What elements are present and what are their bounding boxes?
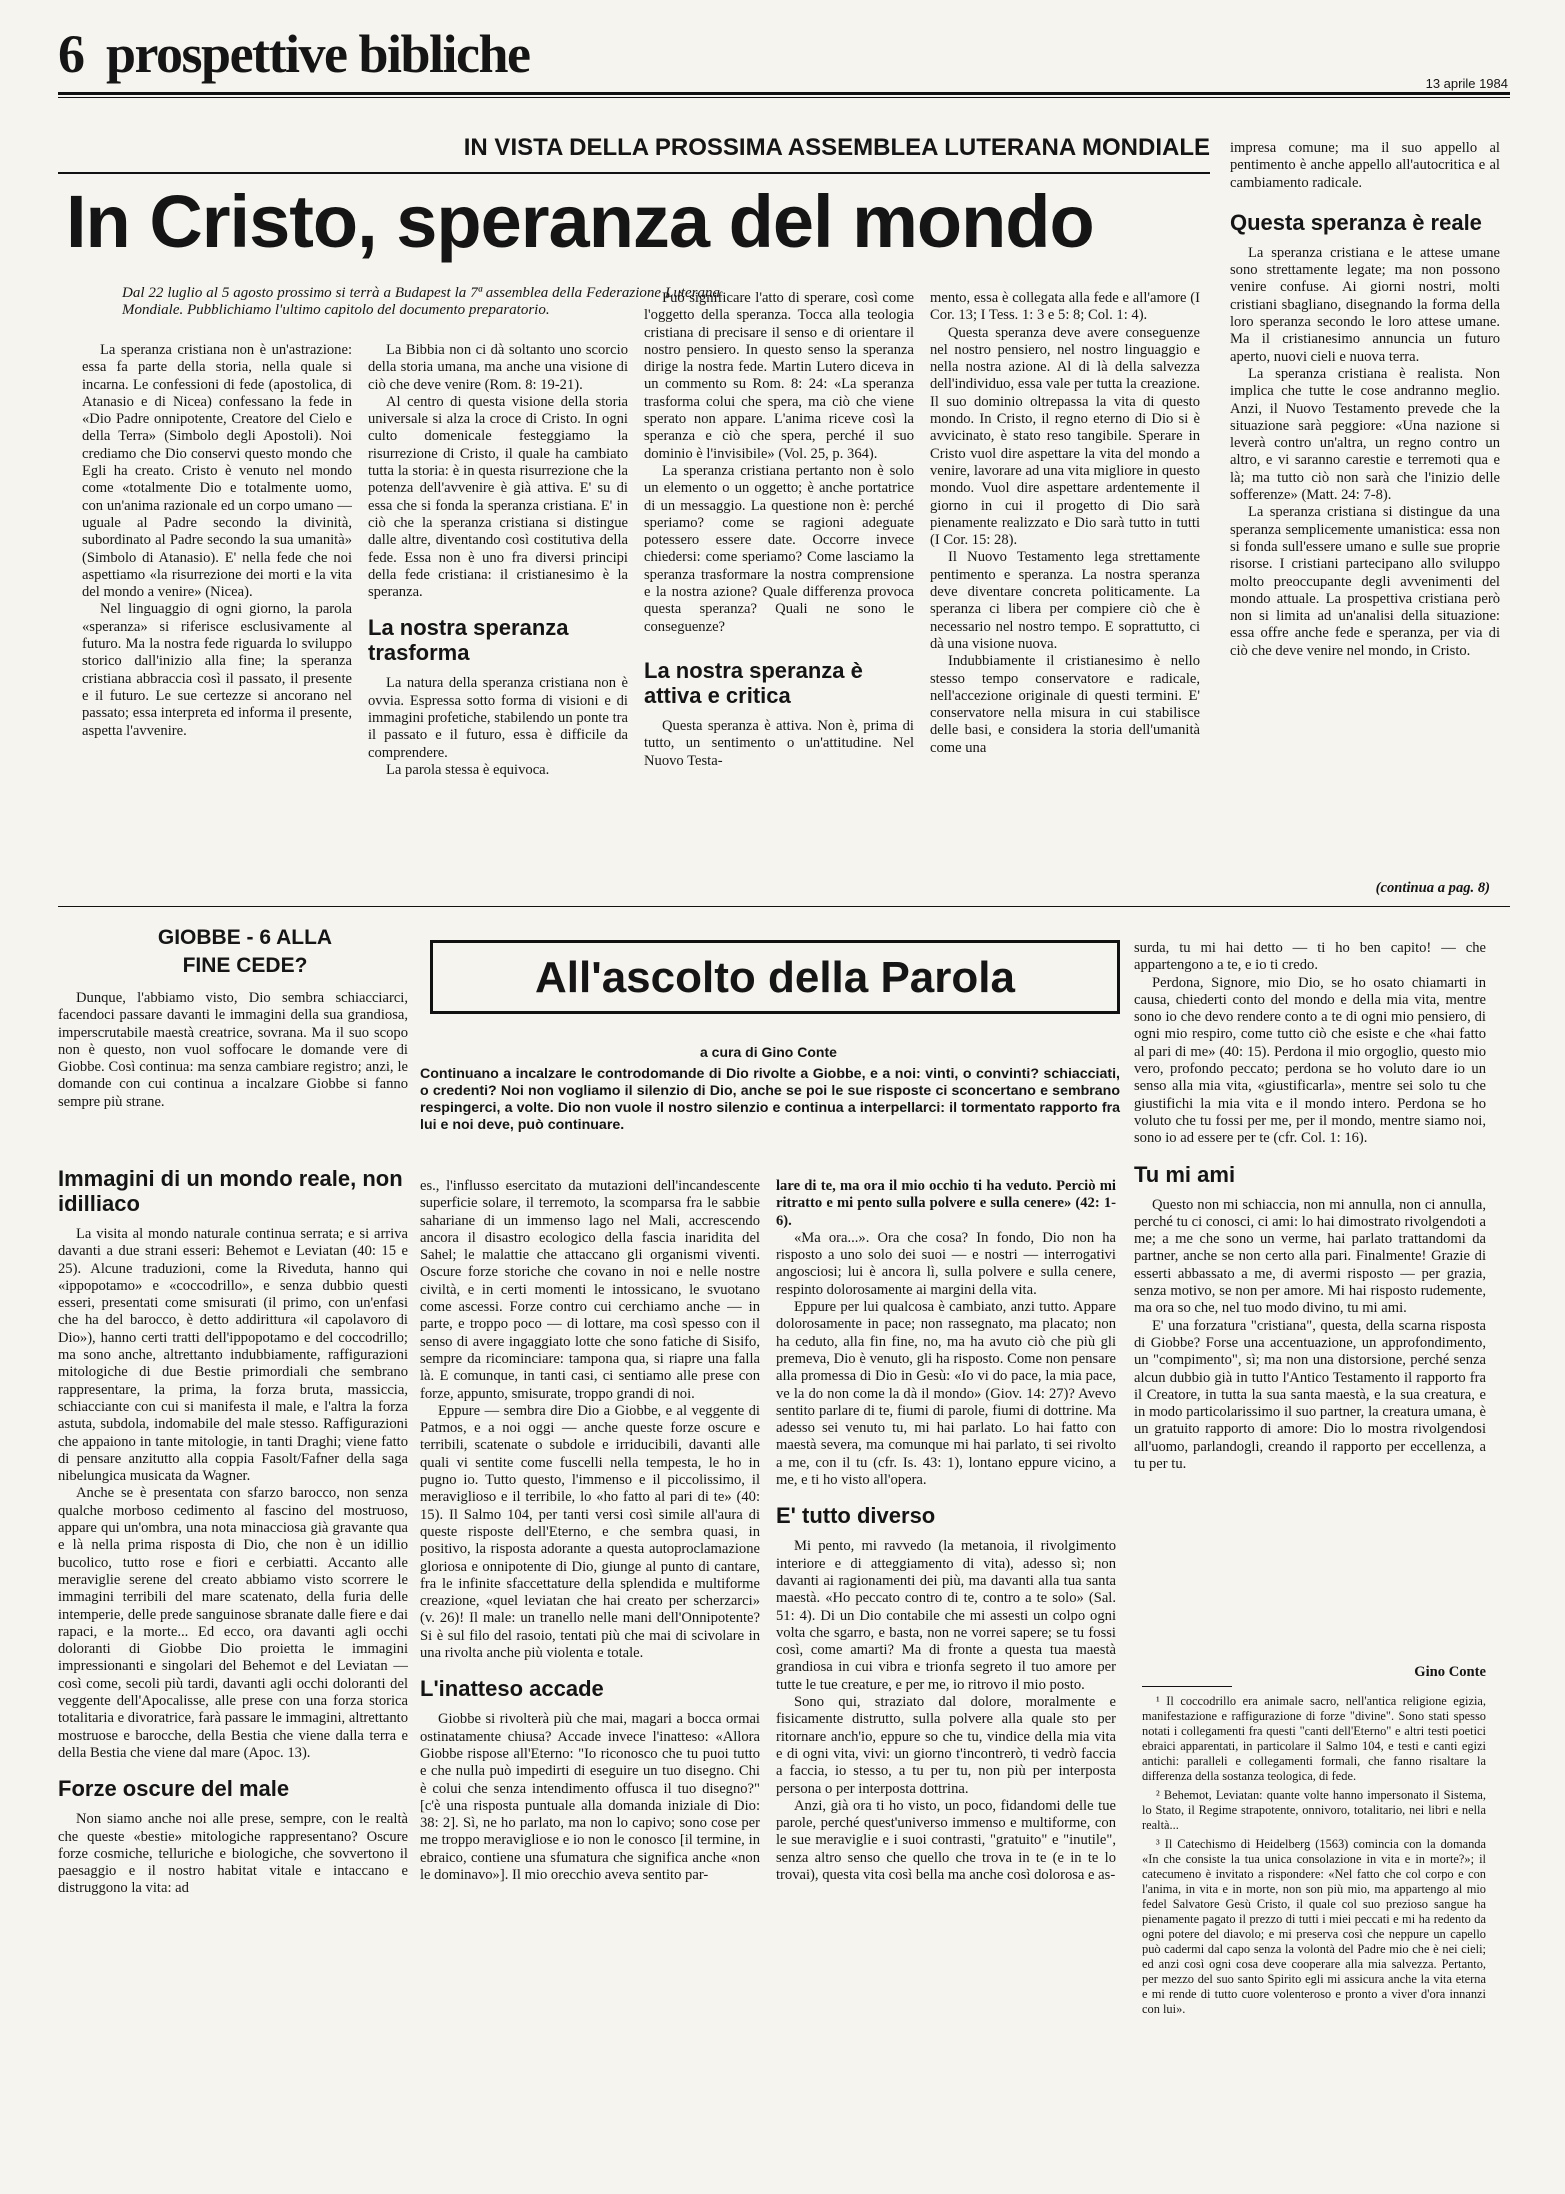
a1-col2 <box>368 342 628 892</box>
paragraph: Anche se è presentata con sfarzo barocco, non senza qualche morboso cedimento al fascino del mostruoso, appare qui un'ombra, una nota minacciosa già gravante qua e là nella prima risposta di Dio, che non è un idillio bucolico, tutto rose e fiori e cerbiatti. Accanto alle meraviglie serene del creato abbiamo visto scorrere le immagini terribili del mare scatenato, della furia delle intemperie, delle prede sanguinose sbranate dalle fiere e dai rapaci, e la morte... Ed ecco, ora davanti agli occhi doloranti di Giobbe Dio proietta le immagini impressionanti e singolari del Behemot e del Leviatan — così come, secoli più tardi, davanti agli occhi doloranti del veggente dell'Apocalisse, alle prese con una forza storica totalitaria e divoratrice, farà passare le immagini, altrettanto mostruose e barocche, della Bestia che viene dalla terra e della Bestia che viene dal mare (Apoc. 13). <box>58 1485 408 1761</box>
subheading: La nostra speranza è attiva e critica <box>644 657 863 708</box>
paragraph: Indubbiamente il cristianesimo è nello stesso tempo conservatore e radicale, nell'accezione originale di questi termini. E' conservatore nella misura in cui stabilisce delle basi, e considera la storia dell'umanità come una <box>930 653 1200 756</box>
a2-colA <box>58 1166 408 2176</box>
subheading: Tu mi ami <box>1134 1161 1236 1187</box>
paragraph: Può significare l'atto di sperare, così come l'oggetto della speranza. Tocca alla teologia cristiana di precisare il senso e di orientare il nostro pensiero. In questo senso la speranza dirige la nostra fede. Martin Lutero diceva in un commento su Rom. 8: 24: «La speranza trasforma colui che spera, ma ciò che viene sperato non appare. L'anima riceve così la speranza e ciò che spera, perché il suo dominio è l'invisibile» (Vol. 25, p. 364). <box>644 290 914 462</box>
a1-col5 <box>1230 140 1500 880</box>
subheading: E' tutto diverso <box>776 1503 936 1529</box>
paragraph: Non siamo anche noi alle prese, sempre, con le realtà che queste «bestie» mitologiche rappresentano? Oscure forze cosmiche, telluriche e biologiche, che sovvertono il paesaggio e il nostro habitat vitale e intaccano e distruggono la vita: ad <box>58 1811 408 1897</box>
paragraph: La speranza cristiana e le attese umane sono strettamente legate; ma non possono venire confuse. Ai giorni nostri, molti cristiani sbagliano, disegnando la forma della loro speranza secondo le loro attese umane. Ma il cristianesimo annuncia un futuro aperto, nuovi cieli e nuova terra. <box>1230 244 1500 365</box>
paragraph: surda, tu mi hai detto — ti ho ben capito! — che appartengono a te, e io ti credo. <box>1134 940 1486 974</box>
masthead-rule-thin <box>58 97 1510 98</box>
intro: Dal 22 luglio al 5 agosto prossimo si terrà a Budapest la 7ª assemblea della Federazione Luterana Mondiale. Pubblichiamo l'ultimo capitolo del documento preparatorio. <box>122 285 720 318</box>
paragraph: La speranza cristiana è realista. Non implica che tutte le cose andranno meglio. Anzi, il Nuovo Testamento prevede che la situazione sarà peggiore: «Una nazione si leverà contro un'altra, un regno contro un altro, e vi saranno carestie e terremoti qua e là; ma tutto ciò non sarà che l'inizio delle sofferenze» (Matt. 24: 7-8). <box>1230 365 1500 504</box>
byline: a cura di Gino Conte <box>700 1044 837 1060</box>
paragraph: Giobbe si rivolterà più che mai, magari a bocca ormai ostinatamente chiusa? Accade invece l'inatteso: «Allora Giobbe rispose all'Eterno: "Io riconosco che tu puoi tutto e che nulla può impedirti di eseguire un tuo disegno. Chi è colui che senza intendimento offusca il tuo disegno?" [c'è una risposta puntuale alla domanda iniziale di Dio: 38: 2]. Sì, ne ho parlato, ma non lo capivo; sono cose per me troppo meravigliose e io non le conosco [il termine, in ebraico, contiene una sfumatura che significa anche «non le dominavo»]. Il mio orecchio aveva sentito par- <box>420 1711 760 1883</box>
continued-link[interactable]: (continua a pag. 8) <box>1375 880 1490 896</box>
paragraph: La speranza cristiana si distingue da una speranza semplicemente umanistica: essa non si fonda sull'essere umano e sulle sue proprie risorse. I cristiani partecipano allo sviluppo molto preoccupante degli avvenimenti del mondo attuale. La prospettiva cristiana però non si limita ad un'analisi della situazione: essa offre anche fede e speranza, per via di ciò che deve venire nel mondo, in Cristo. <box>1230 504 1500 659</box>
paragraph: La parola stessa è equivoca. <box>386 761 550 778</box>
footnotes <box>1142 1694 1486 2174</box>
kicker-rule <box>58 172 1210 174</box>
a2-colD <box>1134 940 1486 1674</box>
paragraph: Nel linguaggio di ogni giorno, la parola «speranza» si riferisce esclusivamente al futuro. Ma la nostra fede riguarda lo sviluppo storico dall'inizio alla fine; la speranza cristiana abbraccia così il passato, il presente e il futuro. Le sue certezze si ancorano nel passato; essa interpreta ed informa il presente, aspetta l'avvenire. <box>82 601 352 739</box>
masthead <box>58 22 1508 92</box>
a2-colC <box>776 1178 1116 2178</box>
paragraph: Questo non mi schiaccia, non mi annulla, non ci annulla, perché tu ci conosci, ci ami: lo hai dimostrato rivolgendoti a me; a me che sono un verme, hai parlato trattandomi da partner, anche se non certo alla pari. Finalmente! Grazie di esserti abbassato a me, di avermi risposto — per grazia, senza motivo, se non per amore. Mi hai risposto rudemente, ma ora so che, nel tuo modo divino, tu mi ami. <box>1134 1196 1486 1317</box>
paragraph: Al centro di questa visione della storia universale si alza la croce di Cristo. In ogni culto domenicale festeggiamo la risurrezione di Cristo, il quale ha cambiato tutta la storia: è in questa risurrezione che la potenza dell'avvenire è già attiva. E' su di essa che si fonda la speranza cristiana. E' in ciò che la speranza cristiana si distingue dalle altre, diventando così costitutiva della fede. Essa non è uno fra diversi principi della fede cristiana: il cristianesimo è la speranza. <box>368 393 628 601</box>
footnote-rule <box>1142 1686 1232 1687</box>
paragraph: «Ma ora...». Ora che cosa? In fondo, Dio non ha risposto a uno solo dei suoi — e nostri — interrogativi angosciosi; lui è ancora lì, sulla polvere e sulla cenere, respinto dolorosamente ai margini della vita. <box>776 1229 1116 1298</box>
subheading: Immagini di un mondo reale, non idilliaco <box>58 1166 403 1216</box>
a1-col3 <box>644 290 914 890</box>
paragraph: Questa speranza è attiva. Non è, prima di tutto, un sentimento o un'attitudine. Nel Nuovo Testa- <box>644 717 914 769</box>
subheading: Forze oscure del male <box>58 1776 290 1802</box>
paragraph: Mi pento, mi ravvedo (la metanoia, il rivolgimento interiore e di atteggiamento di vita), adesso sì; non davanti ai ragionamenti dei più, ma davanti alla tua santa maestà. «Ho peccato contro di te, contro a te solo» (Sal. 51: 4). Di un Dio contabile che mi assesti un colpo ogni volta che sgarro, e basta, non ne vorrei sapere; se tu fossi così, come amarti? Ma di fronte a questa tua maestà grandiosa in cui vibra e trionfa segreto il tuo amore per tutte le tue creature, e per me, io ritrovo il mio posto. <box>776 1538 1116 1693</box>
a1-col4 <box>930 290 1200 890</box>
a2-colB <box>420 1178 760 2178</box>
paragraph: Dunque, l'abbiamo visto, Dio sembra schiacciarci, facendoci passare davanti le immagini della sua grandiosa, imperscrutabile maestà creatrice, sovrana. Ma il suo scopo non è questo, non vuol soffocare le domande vere di Giobbe. Così continua: ma senza cambiare registro; anzi, le domande con cui continua a incalzare Giobbe si fanno sempre più strane. <box>58 990 408 1110</box>
paragraph: Perdona, Signore, mio Dio, se ho osato chiamarti in causa, chiederti conto del mondo e della mia vita, mentre sono io che devo rendere conto a te di ogni mio pensiero, di ogni mio respiro, come tutto ciò che esiste e che «hai fatto al pari di me» (40: 15). Perdona il mio orgoglio, questo mio vero, profondo peccato; perdona se ho voluto dare io un senso alla mia vita, «giustificarla», mentre sei solo tu che giustifichi la mia vita e il mondo intero. Perdona se ho voluto che tu fossi per me, per il mondo, mentre siamo noi, sono io ad essere per te (cfr. Col. 1: 16). <box>1134 974 1486 1147</box>
masthead-rule <box>58 92 1510 95</box>
issue-date: 13 aprile 1984 <box>1425 76 1508 91</box>
subheading: L'inatteso accade <box>420 1676 604 1702</box>
paragraph: Eppure — sembra dire Dio a Giobbe, e al veggente di Patmos, e a noi oggi — anche queste forze oscure e terribili, scatenate o subdole e irriducibili, davanti alle quali vi sentite come fuscelli nella tempesta, le ho in pugno io. Tutto questo, l'immenso e il piccolissimo, il meraviglioso e il terribile, lo «ho fatto al pari di te» (40: 15). Il Salmo 104, per tanti versi così simile all'aura di queste risposte dell'Eterno, e che sembra quasi, in positivo, la risposta adorante a questa autoproclamazione gloriosa e onnipotente di Dio, giunge al punto di cantare, fra le infinite sfaccettature della splendida e multiforme creazione, «quel leviatan che hai creato per scherzarci» (v. 26)! Il male: un tranello nelle mani dell'Onnipotente? Si è sul filo del rasoio, tentati più che mai di scivolare in una rivolta anche più violenta e totale. <box>420 1402 760 1662</box>
signature: Gino Conte <box>1414 1664 1486 1680</box>
paragraph: La speranza cristiana non è un'astrazione: essa fa parte della storia, nella quale si incarna. Le confessioni di fede (apostolica, di Atanasio e di Nicea) confessano la fede in «Dio Padre onnipotente, Creatore del Cielo e della Terra» (Simbolo degli Apostoli). Noi crediamo che Dio conservi questo mondo che Egli ha creato. Cristo è venuto nel mondo come «totalmente Dio e totalmente uomo, con un'anima razionale ed un corpo umano — uguale al Padre secondo la divinità, subordinato al Padre secondo la sua umanità» (Simbolo di Atanasio). E' nella fede che noi aspettiamo «la risurrezione dei morti e la vita del mondo a venire» (Nicea). <box>82 342 352 601</box>
paragraph: Sono qui, straziato dal dolore, moralmente e fisicamente distrutto, sulla polvere alla quale sto per ritornare anch'io, eppure so che tu, vindice della mia vita e di ogni vita, vivi: un giorno t'incontrerò, ti vedrò faccia a faccia, io stesso, a tu per tu, non più per interposta persona o per interposta dottrina. <box>776 1694 1116 1797</box>
subheading: La nostra speranza trasforma <box>368 615 569 666</box>
paragraph: Questa speranza deve avere conseguenze nel nostro pensiero, nel nostro linguaggio e nella nostra azione. Al di là della salvezza dell'individuo, essa vale per tutta la creazione. Il suo dominio oltrepassa la vita di questo mondo. In Cristo, il regno eterno di Dio si è avvicinato, è stato reso tangibile. Sperare in Cristo vuol dire aspettare la vita del mondo a venire, lavorare ad una vita migliore in questo mondo. Vuol dire aspettare ardentemente il giorno in cui il progetto di Dio sarà pienamente realizzato e Dio sarà tutto in tutti (I Cor. 15: 28). <box>930 324 1200 549</box>
paragraph: lare di te, ma ora il mio occhio ti ha veduto. Perciò mi ritratto e mi pento sulla polvere e sulla cenere» (42: 1-6). <box>776 1178 1116 1229</box>
paragraph: mento, essa è collegata alla fede e all'amore (I Cor. 13; I Tess. 1: 3 e 5: 8; Col. 1: 4). <box>930 290 1200 324</box>
column-title: All'ascolto della Parola <box>535 953 1015 1002</box>
paragraph: La visita al mondo naturale continua serrata; e si arriva davanti a due strani esseri: Behemot e Leviatan (40: 15 e 25). Alcune traduzioni, come la Riveduta, hanno qui «ippopotamo» e «coccodrillo», e senza dubbio questi esseri, presentati come smisurati (il primo, con un'enfasi che ha del barocco, è detto addirittura «il capolavoro di Dio»), hanno certi tratti dell'ippopotamo e del coccodrillo; ma sono anche, altrettanto indubbiamente, raffigurazioni mitologiche di due Bestie primordiali che sembrano rappresentare, la prima, la forza bruta, massiccia, schiacciante con cui si manifesta il male, e l'altra la forza astuta, subdola, indomabile del male stesso. Raffigurazioni che appaiono in tante mitologie, in tanti Draghi; viene fatto di pensare anzitutto alla coppia Fasolt/Fafner della saga nibelungica musicata da Wagner. <box>58 1226 408 1485</box>
subheading: Questa speranza è reale <box>1230 209 1482 235</box>
paragraph: La natura della speranza cristiana non è ovvia. Espressa sotto forma di visioni e di immagini profetiche, stabilendo un ponte tra il passato e il futuro, essa è difficile da comprendere. <box>368 675 628 761</box>
headline: In Cristo, speranza del mondo <box>66 180 1094 263</box>
paragraph: Il Nuovo Testamento lega strettamente pentimento e speranza. La nostra speranza deve diventare concreta politicamente. La speranza ci libera per compiere ciò che è necessario nel nostro tempo. E soprattutto, ci dà una visione nuova. <box>930 549 1200 652</box>
paragraph: es., l'influsso esercitato da mutazioni dell'incandescente superficie solare, il terremoto, la scomparsa fra le sabbie sahariane di un immenso lago nel Mali, accrescendo ancora il disastro ecologico della fascia inaridita del Sahel; le malattie che attaccano gli organismi viventi. Oscure forze storiche che covano in noi e nelle nostre civiltà, e in certi momenti le intossicano, le svuotano come ascessi. Forze contro cui cerchiamo anche — in parte, e troppo poco — di lottare, ma così spesso con il senso di avere ingaggiato lotte che sono fatiche di Sisifo, sempre da ricominciare: tampona qua, si riapre una falla là. E comunque, in tanti casi, ci sentiamo alle prese con forze, appunto, smisurate, troppo grandi di noi. <box>420 1178 760 1402</box>
footnote: ² Behemot, Leviatan: quante volte hanno impersonato il Sistema, lo Stato, il Regime strapotente, onnivoro, totalitario, nei libri e nella realtà... <box>1142 1788 1486 1832</box>
paragraph: E' una forzatura "cristiana", questa, della scarna risposta di Giobbe? Forse una accentuazione, un approfondimento, un "compimento", sì; ma non una distorsione, perché senza alcun dubbio già in tutto l'Antico Testamento il rapporto fra il Creatore, in tutta la sua santa maestà, e la sua creatura, e in modo particolarissimo il suo partner, la creatura umana, è un gratuito rapporto di amore: Dio lo mostra rivolgendosi all'uomo, parlandogli, creando il rapporto per eccellenza, a tu per tu. <box>1134 1317 1486 1473</box>
paragraph: Anzi, già ora ti ho visto, un poco, fidandomi delle tue parole, perché quest'universo immenso e multiforme, con le sue meraviglie e i suoi contrasti, "gratuito" e "inutile", senza altro senso che quello che trova in te (e in te lo trovai), questa vita così bella ma anche così dolorosa e as- <box>776 1797 1116 1883</box>
article-kicker: IN VISTA DELLA PROSSIMA ASSEMBLEA LUTERANA MONDIALE <box>463 134 1210 161</box>
footnote: ¹ Il coccodrillo era animale sacro, nell'antica religione egizia, manifestazione e raffigurazione di forze "divine". Sono stati spesso notati i collegamenti fra questi "canti dell'Eterno" e altri testi poetici ebraici apparentati, in particolare il Salmo 104, e testi e canti egizi antichi: paralleli e collegamenti formali, che fanno risaltare la differenza della sostanza teologica, di fede. <box>1142 1694 1486 1783</box>
page-number: 6 <box>58 24 85 84</box>
paragraph: La speranza cristiana pertanto non è solo un elemento o un oggetto; è anche portatrice di un messaggio. La questione non è: perché speriamo? come se ragioni adeguate potessero essere date. Occorre invece chiedersi: come speriamo? Come lasciamo la speranza trasformare la nostra comprensione e la nostra azione? Quale differenza provoca questa speranza? Quali ne sono le conseguenze? <box>644 462 914 635</box>
paragraph: impresa comune; ma il suo appello al pentimento è anche appello all'autocritica e al cambiamento radicale. <box>1230 140 1500 191</box>
paragraph: La Bibbia non ci dà soltanto uno scorcio della storia umana, ma anche una visione di ciò che deve venire (Rom. 8: 19-21). <box>368 342 628 393</box>
masthead-title: prospettive bibliche <box>106 24 530 84</box>
lead-summary: Continuano a incalzare le controdomande di Dio rivolte a Giobbe, e a noi: vinti, o convinti? schiacciati, o credenti? Noi non vogliamo il silenzio di Dio, anche se poi le sue risposte ci sconcertano e sembrano respingerci, a volte. Dio non vuole il nostro silenzio e continua a interpellarci: il tormentato rapporto fra lui e noi deve, può continuare. <box>420 1066 1120 1133</box>
column-title-box <box>430 940 1120 1014</box>
paragraph: Eppure per lui qualcosa è cambiato, anzi tutto. Appare dolorosamente in pace; non rassegnato, ma placato; non ha ceduto, alla fin fine, no, ma ha avuto ciò che più gli premeva, Dio è venuto, gli ha risposto. Come non pensare alla promessa di Dio in Gesù: «Io vi do pace, la mia pace, ve la do non come la dà il mondo» (Giov. 14: 27)? Avevo sentito parlare di te, fiumi di parole, fiumi di dottrine. Ma adesso sei venuto tu, mi hai parlato. Lo hai fatto con maestà severa, ma comunque mi hai parlato, ti sei rivolto a me, con il tu (cfr. Is. 43: 1), lontano eppure vicino, a me, e ti ho visto all'opera. <box>776 1299 1116 1489</box>
section-divider <box>58 906 1510 907</box>
giobbe-kicker: GIOBBE - 6 ALLA FINE CEDE? <box>157 926 333 977</box>
footnote: ³ Il Catechismo di Heidelberg (1563) comincia con la domanda «In che consiste la tua unica consolazione in vita e in morte?»; il catecumeno è invitato a rispondere: «Nel fatto che col corpo e con l'anima, in vita e in morte, non son più mio, ma appartengo al mio fedel Salvatore Gesù Cristo, il quale col suo prezioso sangue ha pienamente pagato il prezzo di tutti i miei peccati e mi ha redento da ogni potere del diavolo; e mi preserva così che neppure un capello può cadermi dal capo senza la volontà del Padre mio che è nei cieli; ed anzi così ogni cosa deve cooperare alla mia salvezza. Pertanto, per mezzo del suo santo Spirito egli mi assicura anche la vita eterna e mi rende di tutto cuore volenteroso e pronto a viver d'ora innanzi con lui». <box>1142 1837 1486 2016</box>
a1-col1 <box>82 342 352 902</box>
a2-lead-col <box>58 990 408 1170</box>
